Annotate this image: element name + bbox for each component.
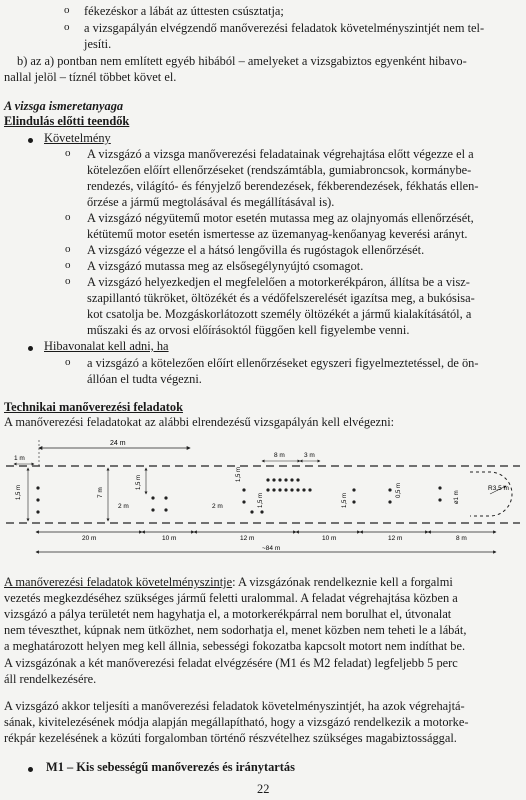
bullet-dot [28, 767, 33, 772]
closing-paragraph-line: rékpár kezelésének a közúti forgalomban történő részvételhez szükséges magabiztossággal. [4, 731, 457, 745]
subsection-title: Elindulás előtti teendők [4, 114, 130, 128]
kovetelmeny-item-line: A vizsgázó négyütemű motor esetén mutassa meg az olajnyomás ellenőrzését, [87, 211, 474, 225]
requirement-paragraph-line: vezetés megkezdéséhez szükséges jármű feletti uralommal. A feladat végrehajtása közben a [4, 591, 458, 605]
requirement-paragraph-line: nem téveszthet, kúpnak nem ütközhet, nem sodorhatja el, menet közben nem teheti le a lábát, [4, 623, 467, 637]
kovetelmeny-label: Követelmény [44, 131, 111, 145]
dim-label: 1,5 m [342, 492, 348, 508]
dim-label: 1 m [14, 455, 25, 462]
dim-label: 24 m [110, 440, 126, 447]
kovetelmeny-item-line: A vizsgázó végezze el a hátsó lengővilla és rugóstagok ellenőrzését. [87, 243, 425, 257]
list-bullet: o [64, 4, 70, 16]
dim-label: ø1 m [454, 490, 460, 504]
kovetelmeny-item-line: A vizsgázó a vizsga manőverezési feladatainak végrehajtása előtt végezze el a [87, 147, 474, 161]
kovetelmeny-item-line: A vizsgázó mutassa meg az elsősegélynyújtó csomagot. [87, 259, 364, 273]
hibavonal-item-line: a vizsgázó a kötelezően előírt ellenőrzéseket egyszeri figyelmeztetéssel, de ön- [87, 356, 479, 370]
dim-label: 1,5 m [236, 466, 242, 482]
list-bullet: o [65, 356, 71, 368]
closing-paragraph-line: A vizsgázó akkor teljesíti a manőverezési feladatok követelményszintjét, ha azok végrehajtá- [4, 699, 465, 713]
dim-label: 2 m [212, 503, 223, 510]
kovetelmeny-item-line: kötelezően előírt ellenőrzéseket (rendszámtábla, gumiabroncsok, kormánybe- [87, 163, 472, 177]
dim-label: ~84 m [262, 545, 281, 552]
requirement-lead: A manőverezési feladatok követelményszintje [4, 575, 233, 589]
technikai-intro: A manőverezési feladatokat az alábbi elrendezésű vizsgapályán kell elvégezni: [4, 415, 395, 429]
hibavonal-label: Hibavonalat kell adni, ha [44, 339, 169, 353]
kovetelmeny-item-line: A vizsgázó helyezkedjen el megfelelően a motorkerékpáron, állítsa be a visz- [87, 275, 470, 289]
requirement-paragraph-line [4, 575, 453, 590]
bullet-dot [28, 346, 33, 351]
dim-label: 10 m [322, 535, 337, 542]
kovetelmeny-item-line: műszaki és az orvosi előírásoktól függően kell figyelembe venni. [87, 323, 410, 337]
dim-label: 20 m [82, 535, 97, 542]
dim-label: 12 m [388, 535, 403, 542]
dim-label: 12 m [240, 535, 255, 542]
dim-label: 2 m [118, 503, 129, 510]
dim-label: 10 m [162, 535, 177, 542]
requirement-text: : A vizsgázónak rendelkeznie kell a forgalmi [232, 575, 453, 589]
page-number: 22 [257, 782, 270, 796]
requirement-paragraph-line: a meghatározott helyen meg kell állnia, sebességi fokozatba kapcsolt motort nem indíthat be. [4, 639, 466, 653]
dim-label: 8 m [274, 452, 285, 459]
section-title: A vizsga ismeretanyaga [4, 99, 124, 113]
requirement-paragraph-line: vizsgázó a pálya területét nem hagyhatja el, a motorkerékpárral nem borulhat el, útvonalat [4, 607, 452, 621]
m1-heading: M1 – Kis sebességű manőverezés és iránytartás [46, 760, 295, 774]
list-bullet: o [65, 243, 71, 255]
kovetelmeny-item-line: rendezés, világító- és fényjelző berendezések, fékberendezések, fékhatás ellen- [87, 179, 479, 193]
kovetelmeny-item-line: őrzése a jármű megtolásával és megállításával is). [87, 195, 335, 209]
kovetelmeny-item-line: kétütemű motor esetén ismertesse az üzemanyag-kenőanyag keverési arányt. [87, 227, 468, 241]
list-bullet: o [65, 275, 71, 287]
kovetelmeny-item-line: szapillantó tükröket, öltözékét és a védőfelszerelését igazítsa meg, a bukósisa- [87, 291, 475, 305]
dim-label: 3 m [304, 452, 315, 459]
bullet-dot [28, 138, 33, 143]
top-list-item: fékezéskor a lábát az úttesten csúsztatja; [84, 4, 284, 18]
technikai-title: Technikai manőverezési feladatok [4, 400, 183, 414]
dim-label: 1,5 m [258, 492, 264, 508]
list-bullet: o [64, 21, 70, 33]
requirement-paragraph-line: áll rendelkezésére. [4, 672, 97, 686]
list-bullet: o [65, 211, 71, 223]
intro-paragraph-line: b) az a) pontban nem említett egyéb hibából – amelyeket a vizsgabiztos egyenként hibavo- [17, 54, 467, 68]
dim-label: 1,5 m [136, 474, 142, 490]
course-layout-diagram [0, 428, 526, 566]
dim-label: 0,5 m [396, 482, 402, 498]
list-bullet: o [65, 147, 71, 159]
requirement-paragraph-line: A vizsgázónak a két manőverezési feladat elvégzésére (M1 és M2 feladat) legfeljebb 5 perc [4, 656, 458, 670]
dim-label: 1,5 m [16, 484, 22, 500]
list-bullet: o [65, 259, 71, 271]
top-list-item: jesíti. [84, 37, 112, 51]
dim-label: R3,5 m [488, 485, 509, 492]
closing-paragraph-line: sának, kivitelezésének módja alapján megállapítható, hogy a vizsgázó rendelkezik a motorke- [4, 715, 469, 729]
turnaround-arc [470, 472, 512, 516]
dim-label: 7 m [97, 487, 104, 498]
top-list-item: a vizsgapályán elvégzendő manőverezési feladatok követelményszintjét nem tel- [84, 21, 485, 35]
kovetelmeny-item-line: kot csatolja be. Mozgáskorlátozott személy öltözékét a jármű kialakításától, a [87, 307, 472, 321]
hibavonal-item-line: állóan el tudta végezni. [87, 372, 202, 386]
intro-paragraph-line: nallal jelöl – tíznél többet követ el. [4, 70, 177, 84]
dim-label: 8 m [456, 535, 467, 542]
